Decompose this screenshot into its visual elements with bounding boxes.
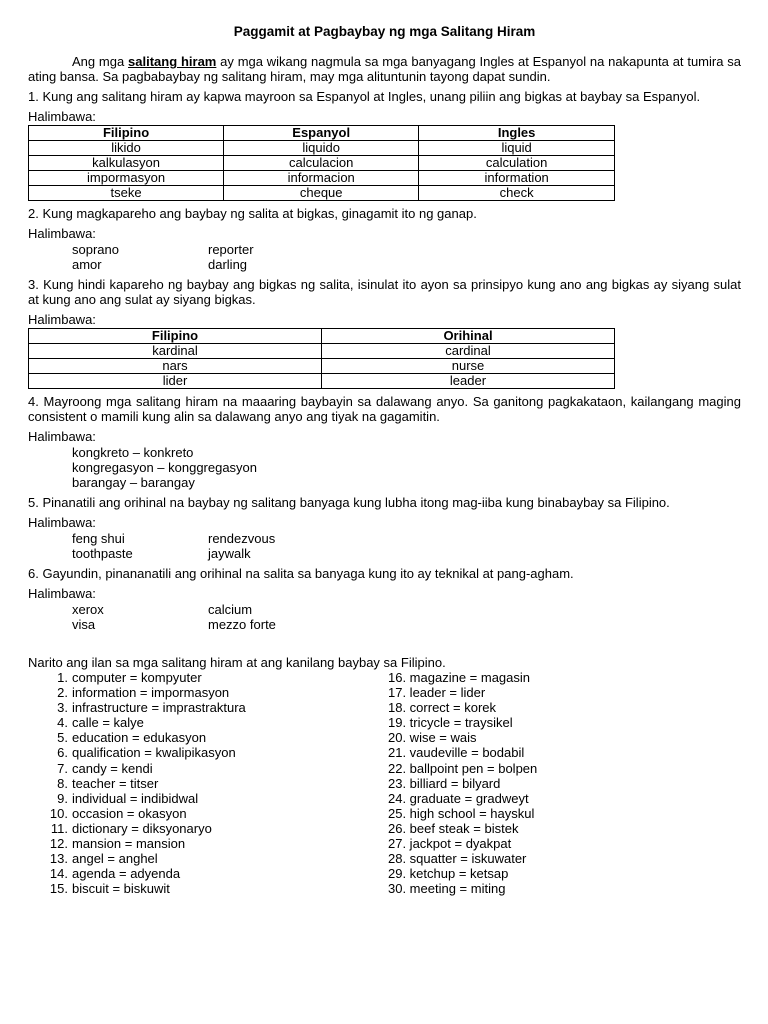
word-list-item: 21. vaudeville = bodabil: [388, 745, 525, 761]
word-list-item: 17. leader = lider: [388, 685, 486, 701]
document-page: [28, 24, 741, 896]
word-list-item: 28. squatter = iskuwater: [388, 851, 527, 867]
word-list-item: 20. wise = wais: [388, 730, 477, 746]
word-list-item: [28, 715, 370, 730]
table-row: [29, 171, 615, 186]
intro-paragraph: [28, 54, 741, 84]
rule-1: 1. Kung ang salitang hiram ay kapwa mayroon sa Espanyol at Ingles, unang piliin ang bigkas at baybay sa Espanyol.: [28, 89, 701, 104]
word-list-item: [28, 776, 370, 791]
table-cell: informacion: [224, 171, 419, 186]
word-list-text: mansion = mansion: [72, 836, 186, 852]
word-list-text: candy = kendi: [72, 760, 153, 776]
page-title: Paggamit at Pagbaybay ng mga Salitang Hiram: [233, 24, 536, 39]
word-list-item: [28, 685, 370, 700]
example-word: jaywalk: [208, 546, 251, 561]
word-list-text: information = impormasyon: [72, 685, 230, 701]
example-word: rendezvous: [208, 531, 276, 546]
table-row: [29, 344, 615, 359]
word-list-number: 5.: [57, 730, 68, 746]
word-list-text: individual = indibidwal: [72, 790, 199, 806]
example-word: soprano: [72, 242, 119, 257]
word-list-item: 16. magazine = magasin: [388, 670, 531, 685]
example-label-5: Halimbawa:: [28, 515, 96, 530]
table-cell: liquid: [419, 141, 615, 156]
examples-rule-6: [72, 602, 741, 632]
intro-text-after: ay mga wikang nagmula sa mga banyagang Ingles at Espanyol na nakapunta at tumira sa ating bansa. Sa pagbabaybay ng salitang hiram, may mga alituntunin tayong dapat sundin.: [28, 54, 741, 84]
table-row: [29, 186, 615, 201]
word-list-number: 4.: [57, 715, 68, 731]
word-list-number: 14.: [49, 866, 68, 882]
example-row: [72, 546, 741, 561]
rule-3: 3. Kung hindi kapareho ng baybay ang bigkas ng salita, isinulat ito ayon sa prinsipyo kung ano ang bigkas ay siyang sulat at kung ano ang sulat ay siyang bigkas.: [28, 277, 741, 307]
example-item: kongregasyon – konggregasyon: [72, 460, 258, 475]
word-list-left-column: [28, 670, 370, 896]
example-row: [72, 602, 741, 617]
word-list-text: dictionary = diksyonaryo: [72, 820, 212, 836]
examples-rule-5: [72, 531, 741, 561]
header-ingles: Ingles: [419, 126, 615, 141]
word-list-number: 11.: [50, 820, 68, 836]
table-row: [29, 359, 615, 374]
example-label-2: Halimbawa:: [28, 226, 96, 241]
word-list-number: 10.: [49, 805, 68, 821]
word-list-item: [28, 866, 370, 881]
word-list-item: [28, 851, 370, 866]
example-word: mezzo forte: [208, 617, 276, 632]
table-cell: kardinal: [29, 344, 322, 359]
word-list-number: 1.: [57, 670, 68, 685]
table-cell: liquido: [224, 141, 419, 156]
word-list-number: 7.: [57, 760, 68, 776]
word-list-text: biscuit = biskuwit: [72, 881, 170, 897]
rule-5: 5. Pinanatili ang orihinal na baybay ng salitang banyaga kung lubha itong mag-iiba kung binabaybay sa Filipino.: [28, 495, 670, 510]
word-list-item: 24. graduate = gradweyt: [388, 790, 529, 806]
word-list-item: 19. tricycle = traysikel: [388, 715, 513, 731]
table-cell: cardinal: [322, 344, 615, 359]
table-cell: nurse: [322, 359, 615, 374]
example-word: amor: [72, 257, 102, 272]
example-row: [72, 242, 741, 257]
example-word: darling: [208, 257, 248, 272]
word-list: [28, 670, 741, 896]
table-cell: calculacion: [224, 156, 419, 171]
table-cell: likido: [29, 141, 224, 156]
table-row: [29, 374, 615, 389]
example-word: calcium: [208, 602, 253, 617]
word-list-text: infrastructure = imprastraktura: [72, 700, 246, 716]
example-row: [72, 257, 741, 272]
intro-text-before: Ang mga: [72, 54, 129, 69]
table-cell: lider: [29, 374, 322, 389]
example-word: reporter: [208, 242, 254, 257]
word-list-text: education = edukasyon: [72, 730, 207, 746]
word-list-item: 30. meeting = miting: [388, 881, 506, 897]
example-row: [72, 617, 741, 632]
word-list-item: [28, 791, 370, 806]
word-list-number: 9.: [57, 790, 68, 806]
table-cell: check: [419, 186, 615, 201]
rule-4: 4. Mayroong mga salitang hiram na maaaring baybayin sa dalawang anyo. Sa ganitong pagkakataon, kailangang maging consistent o mamili kung alin sa dalawang anyo ang tiyak na gagamitin.: [28, 394, 741, 424]
table-row: [29, 156, 615, 171]
word-list-number: 13.: [49, 851, 68, 867]
word-list-item: 29. ketchup = ketsap: [388, 866, 509, 882]
rule-2: 2. Kung magkapareho ang baybay ng salita at bigkas, ginagamit ito ng ganap.: [28, 206, 477, 221]
table-cell: information: [419, 171, 615, 186]
example-label-1: Halimbawa:: [28, 109, 96, 124]
word-list-text: occasion = okasyon: [72, 805, 187, 821]
table-rule-3: [28, 328, 615, 389]
example-word: feng shui: [72, 531, 125, 546]
examples-rule-4: [72, 445, 741, 490]
word-list-item: [28, 806, 370, 821]
word-list-item: [28, 745, 370, 760]
word-list-item: [28, 700, 370, 715]
word-list-number: 2.: [57, 685, 68, 701]
table-cell: nars: [29, 359, 322, 374]
salitang-hiram-term: salitang hiram: [128, 54, 217, 69]
word-list-number: 15.: [49, 881, 68, 897]
word-list-item: [28, 670, 370, 685]
word-list-text: agenda = adyenda: [72, 866, 181, 882]
word-list-text: angel = anghel: [72, 851, 158, 867]
word-list-number: 6.: [57, 745, 68, 761]
example-word: xerox: [72, 602, 104, 617]
example-label-3: Halimbawa:: [28, 312, 96, 327]
word-list-number: 8.: [57, 775, 68, 791]
word-list-item: [28, 836, 370, 851]
word-list-item: 27. jackpot = dyakpat: [388, 836, 512, 852]
table-cell: tseke: [29, 186, 224, 201]
word-list-intro: Narito ang ilan sa mga salitang hiram at ang kanilang baybay sa Filipino.: [28, 655, 446, 670]
table-cell: leader: [322, 374, 615, 389]
table-header-row: [29, 126, 615, 141]
word-list-item: [28, 761, 370, 776]
word-list-text: teacher = titser: [72, 775, 159, 791]
example-item: barangay – barangay: [72, 475, 195, 490]
rule-6: 6. Gayundin, pinananatili ang orihinal na salita sa banyaga kung ito ay teknikal at pang-agham.: [28, 566, 574, 581]
word-list-text: computer = kompyuter: [72, 670, 202, 685]
word-list-item: 25. high school = hayskul: [388, 805, 535, 821]
table-cell: kalkulasyon: [29, 156, 224, 171]
word-list-number: 3.: [57, 700, 68, 716]
word-list-item: 22. ballpoint pen = bolpen: [388, 760, 538, 776]
example-row: [72, 531, 741, 546]
table-cell: impormasyon: [29, 171, 224, 186]
word-list-item: [28, 821, 370, 836]
header-orihinal: Orihinal: [322, 329, 615, 344]
table-rule-1: [28, 125, 615, 201]
example-label-4: Halimbawa:: [28, 429, 96, 444]
examples-rule-2: [72, 242, 741, 272]
word-list-item: [28, 881, 370, 896]
example-word: toothpaste: [72, 546, 133, 561]
table-header-row: [29, 329, 615, 344]
word-list-item: 26. beef steak = bistek: [388, 820, 519, 836]
header-filipino: Filipino: [29, 126, 224, 141]
header-filipino: Filipino: [29, 329, 322, 344]
example-label-6: Halimbawa:: [28, 586, 96, 601]
table-row: [29, 141, 615, 156]
word-list-item: 23. billiard = bilyard: [388, 775, 501, 791]
header-espanyol: Espanyol: [224, 126, 419, 141]
example-word: visa: [72, 617, 96, 632]
word-list-text: calle = kalye: [72, 715, 144, 731]
word-list-text: qualification = kwalipikasyon: [72, 745, 236, 761]
word-list-item: 18. correct = korek: [388, 700, 497, 716]
word-list-right-column: [388, 670, 688, 896]
word-list-number: 12.: [49, 836, 68, 852]
word-list-item: [28, 730, 370, 745]
example-item: kongkreto – konkreto: [72, 445, 194, 460]
table-cell: cheque: [224, 186, 419, 201]
table-cell: calculation: [419, 156, 615, 171]
